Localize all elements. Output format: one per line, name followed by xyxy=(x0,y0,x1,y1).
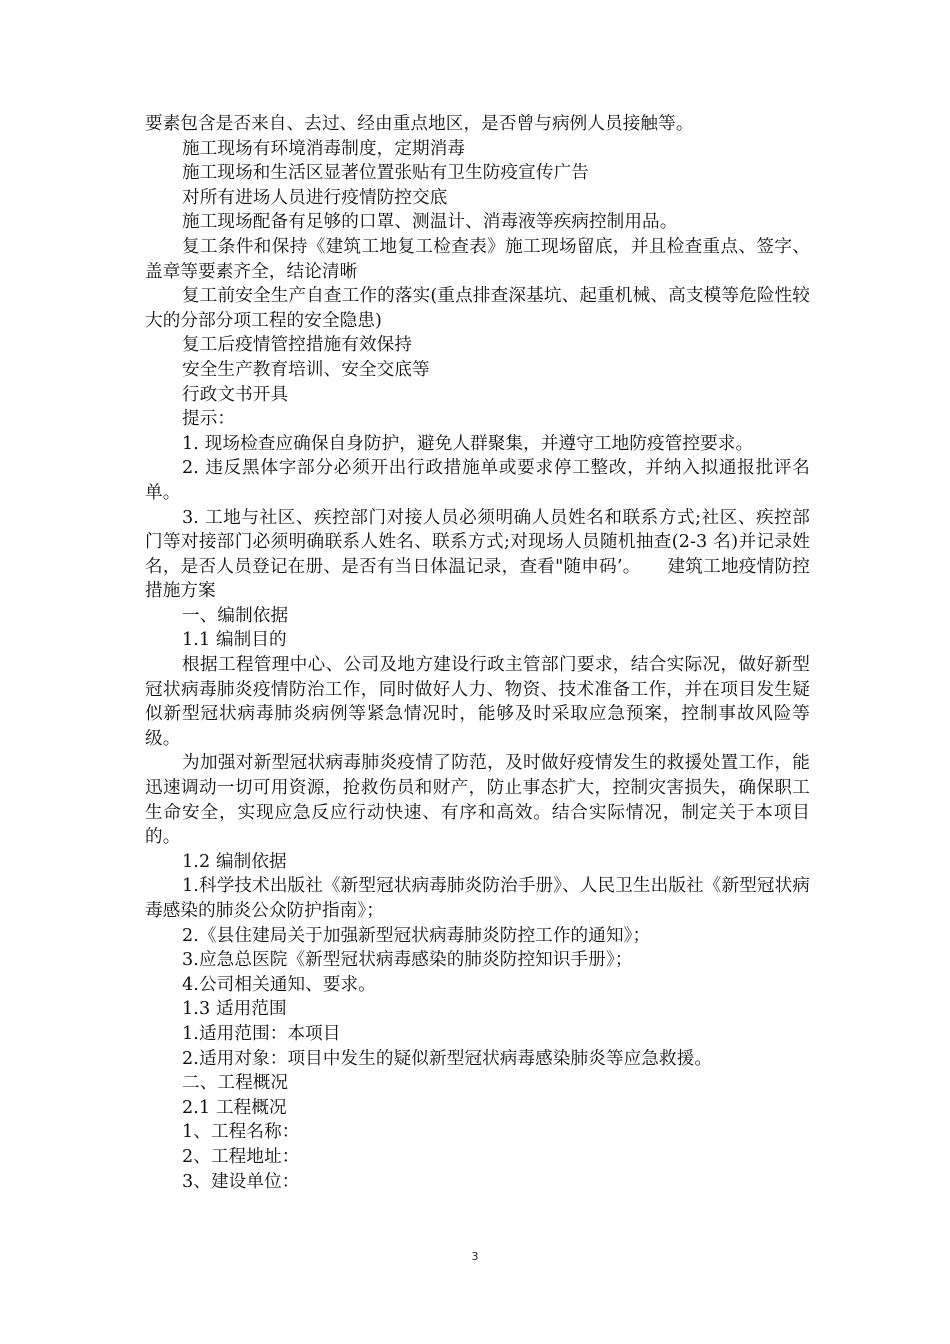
subsection-heading: 1.1 编制目的 xyxy=(182,630,287,651)
section-heading: 一、编制依据 xyxy=(182,605,289,626)
project-field: 3、建设单位： xyxy=(182,1171,300,1192)
paragraph: 为加强对新型冠状病毒肺炎疫情了防范，及时做好疫情发生的救援处置工作，能迅速调动一切可用资源，抢救伤员和财产，防止事态扩大，控制灾害损失，确保职工生命安全，实现应急反应行动快速、有序和高效。结合实际情况，制定关于本项目的。 xyxy=(145,753,810,848)
paragraph: 复工条件和保持《建筑工地复工检查表》施工现场留底，并且检查重点、签字、盖章等要素齐全，结论清晰 xyxy=(145,236,810,282)
paragraph: 施工现场配备有足够的口罩、测温计、消毒液等疾病控制用品。 xyxy=(182,212,678,233)
paragraph: 复工后疫情管控措施有效保持 xyxy=(182,335,413,356)
reference-item: 1.科学技术出版社《新型冠状病毒肺炎防治手册》、人民卫生出版社《新型冠状病毒感染的肺炎公众防护指南》； xyxy=(145,876,810,921)
section-heading: 二、工程概况 xyxy=(182,1073,289,1094)
paragraph: 要素包含是否来自、去过、经由重点地区，是否曾与病例人员接触等。 xyxy=(145,114,694,134)
scope-item: 1.适用范围：本项目 xyxy=(182,1023,341,1044)
subsection-heading: 1.2 编制依据 xyxy=(182,851,287,872)
tip-heading: 提示： xyxy=(182,409,236,430)
paragraph: 施工现场有环境消毒制度，定期消毒 xyxy=(182,138,466,159)
subsection-heading: 1.3 适用范围 xyxy=(182,999,287,1020)
scope-item: 2.适用对象：项目中发生的疑似新型冠状病毒感染肺炎等应急救援。 xyxy=(182,1048,713,1069)
tip-item: 1. 现场检查应确保自身防护，避免人群聚集，并遵守工地防疫管控要求。 xyxy=(182,433,754,454)
reference-item: 3.应急总医院《新型冠状病毒感染的肺炎防控知识手册》； xyxy=(182,950,633,971)
paragraph: 根据工程管理中心、公司及地方建设行政主管部门要求，结合实际况，做好新型冠状病毒肺炎疫情防治工作，同时做好人力、物资、技术准备工作，并在项目发生疑似新型冠状病毒肺炎病例等紧急情况时，能够及时采取应急预案，控制事故风险等级。 xyxy=(145,655,810,749)
tip-item: 2. 违反黑体字部分必须开出行政措施单或要求停工整改，并纳入拟通报批评名单。 xyxy=(145,458,810,503)
paragraph: 对所有进场人员进行疫情防控交底 xyxy=(182,187,448,208)
reference-item: 4.公司相关通知、要求。 xyxy=(182,974,376,995)
document-body xyxy=(145,112,810,1194)
paragraph: 安全生产教育培训、安全交底等 xyxy=(182,359,430,380)
paragraph: 行政文书开具 xyxy=(182,384,289,405)
project-field: 1、工程名称： xyxy=(182,1122,300,1143)
paragraph: 施工现场和生活区显著位置张贴有卫生防疫宣传广告 xyxy=(182,163,589,184)
tip-item: 3. 工地与社区、疾控部门对接人员必须明确人员姓名和联系方式;社区、疾控部门等对接部门必须明确联系人姓名、联系方式;对现场人员随机抽查(2-3 名)并记录姓名，是否人员登记在册、是否有当日体温记录，查看"随申码’。 建筑工地疫情防控措施方案 xyxy=(145,507,810,602)
paragraph: 复工前安全生产自查工作的落实(重点排查深基坑、起重机械、高支模等危险性较大的分部分项工程的安全隐患) xyxy=(145,286,810,331)
reference-item: 2.《县住建局关于加强新型冠状病毒肺炎防控工作的通知》； xyxy=(182,925,651,946)
page-number: 3 xyxy=(471,1250,479,1263)
project-field: 2、工程地址： xyxy=(182,1146,300,1167)
subsection-heading: 2.1 工程概况 xyxy=(182,1097,287,1118)
